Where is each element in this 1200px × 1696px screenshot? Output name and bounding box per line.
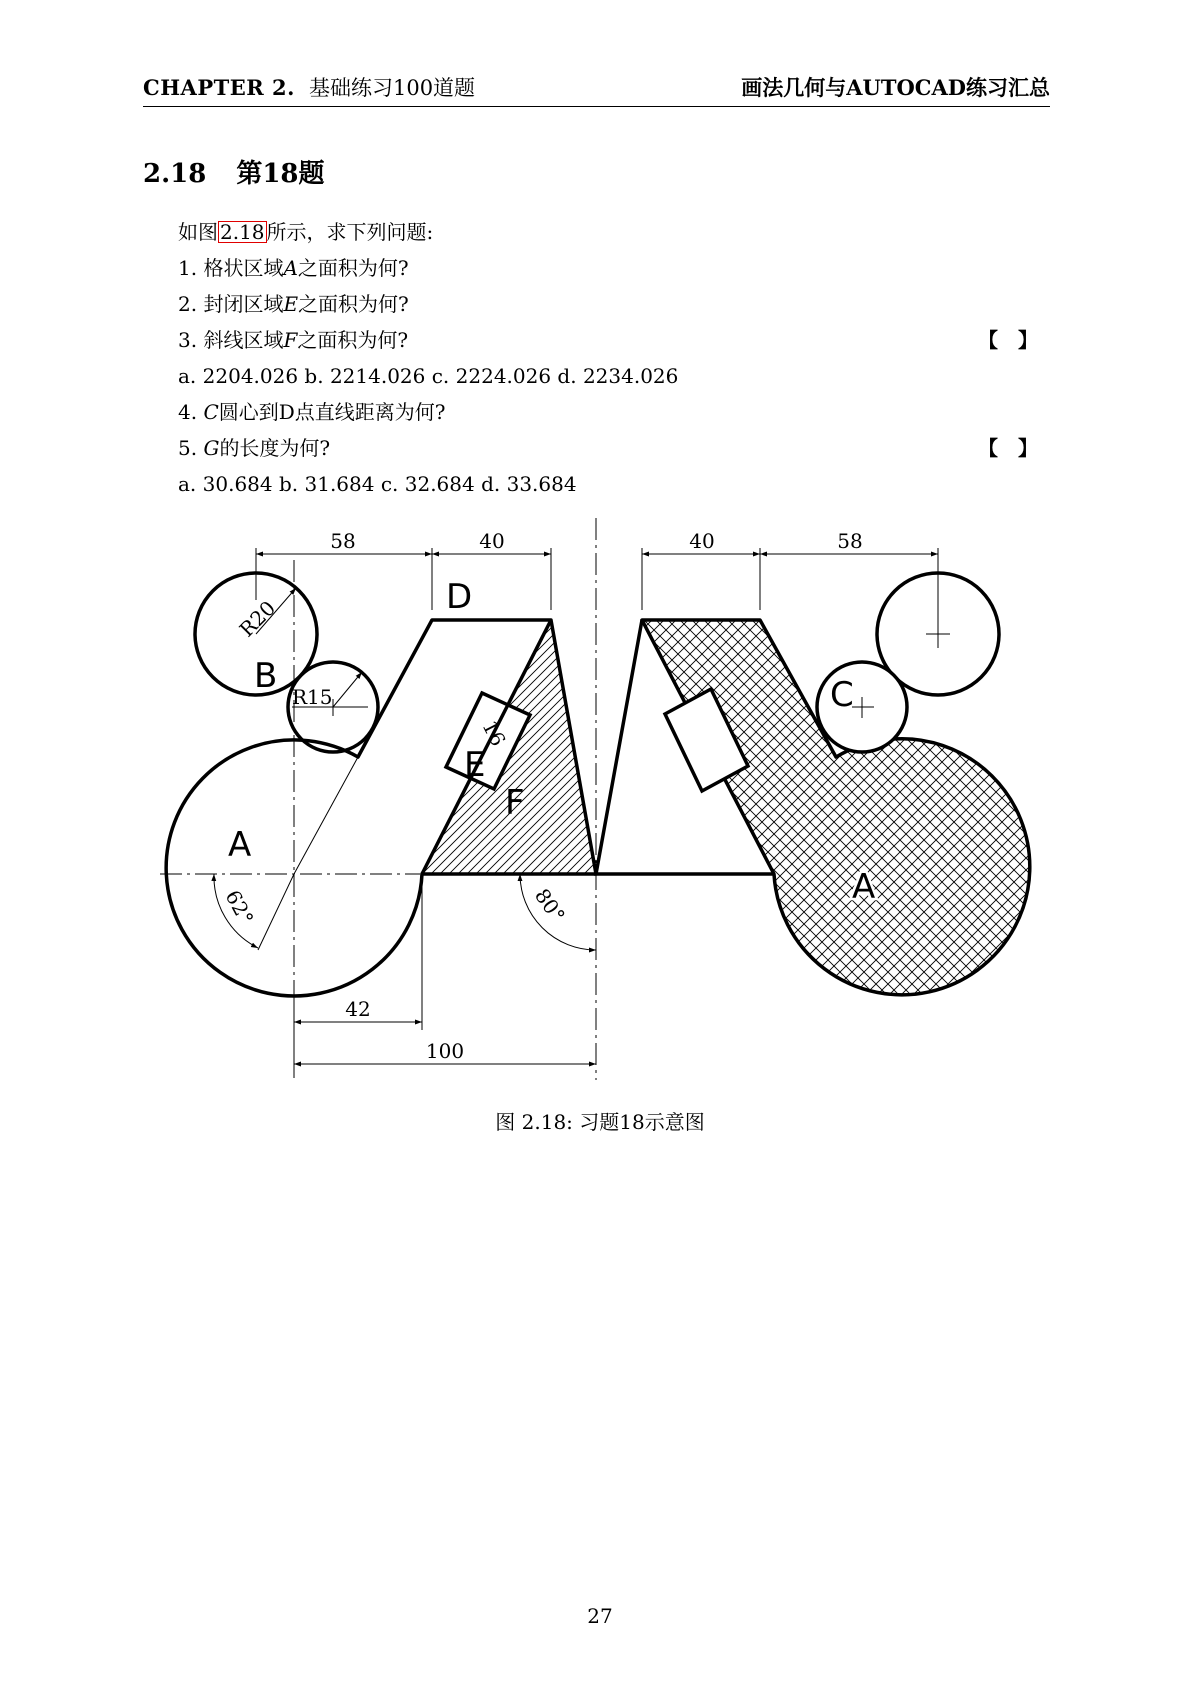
question-variable: G (203, 436, 220, 460)
question-text: 之面积为何? (297, 328, 409, 352)
header-chapter (143, 72, 475, 102)
chapter-label: CHAPTER 2. (143, 75, 295, 100)
label-a-left: A (228, 825, 252, 865)
question-text: 斜线区域 (203, 328, 284, 352)
options-question-3: a. 2204.026 b. 2214.026 c. 2224.026 d. 2234.026 (178, 364, 679, 388)
radius-r15-arrow (333, 672, 362, 707)
question-number: 4. (178, 400, 198, 424)
label-e: E (464, 745, 486, 785)
label-c: C (830, 675, 854, 715)
book-title: 画法几何与AUTOCAD练习汇总 (741, 75, 1050, 100)
label-d: D (446, 577, 473, 617)
dim-40-left: 40 (479, 529, 505, 553)
page-number: 27 (587, 1604, 613, 1628)
section-number: 2.18 (143, 159, 207, 189)
answer-bracket: 【 】 (978, 436, 1038, 460)
question-text: 格状区域 (203, 256, 284, 280)
intro-line (178, 214, 1050, 250)
label-a-right: A (852, 867, 876, 907)
intro-suffix: 所示，求下列问题: (266, 220, 434, 244)
problem-text (178, 214, 1050, 502)
angle-62-line-lower (258, 874, 294, 950)
question-text: 的长度为何? (219, 436, 331, 460)
figure-caption: 图 2.18: 习题18示意图 (495, 1110, 705, 1134)
question-number: 2. (178, 292, 198, 316)
question-variable: F (283, 328, 298, 352)
question-variable: E (283, 292, 299, 316)
dim-58-left: 58 (330, 529, 356, 553)
question-3 (178, 322, 1050, 358)
dim-r15: R15 (292, 685, 333, 709)
question-1 (178, 250, 1050, 286)
question-text: 圆心到D点直线距离为何? (218, 400, 446, 424)
label-b: B (254, 656, 278, 696)
question-text: 之面积为何? (298, 292, 409, 316)
dim-16: 16 (477, 716, 511, 750)
dim-62: 62° (220, 886, 259, 929)
dim-40-right: 40 (689, 529, 715, 553)
dim-58-right: 58 (837, 529, 863, 553)
chapter-title: 基础练习100道题 (308, 76, 476, 100)
question-text: 之面积为何? (297, 256, 409, 280)
question-number: 5. (178, 436, 198, 460)
angle-62-line (294, 757, 358, 874)
geometry-figure (140, 510, 1060, 1090)
question-5 (178, 430, 1050, 466)
intro-prefix: 如图 (178, 220, 218, 244)
question-2 (178, 286, 1050, 322)
question-number: 3. (178, 328, 198, 352)
section-name: 第18题 (236, 159, 325, 189)
label-f: F (505, 783, 525, 823)
dim-42: 42 (345, 997, 371, 1021)
figure-reference-link[interactable]: 2.18 (220, 220, 265, 244)
question-number: 1. (178, 256, 198, 280)
options-question-5: a. 30.684 b. 31.684 c. 32.684 d. 33.684 (178, 472, 577, 496)
question-4 (178, 394, 1050, 430)
question-text: 封闭区域 (203, 292, 284, 316)
section-heading (143, 153, 325, 190)
question-variable: A (283, 256, 298, 280)
dim-80: 80° (529, 884, 570, 927)
question-variable: C (203, 400, 219, 424)
running-header (143, 74, 1050, 107)
dim-r20: R20 (234, 595, 281, 642)
dim-100: 100 (425, 1039, 465, 1063)
answer-bracket: 【 】 (978, 328, 1038, 352)
